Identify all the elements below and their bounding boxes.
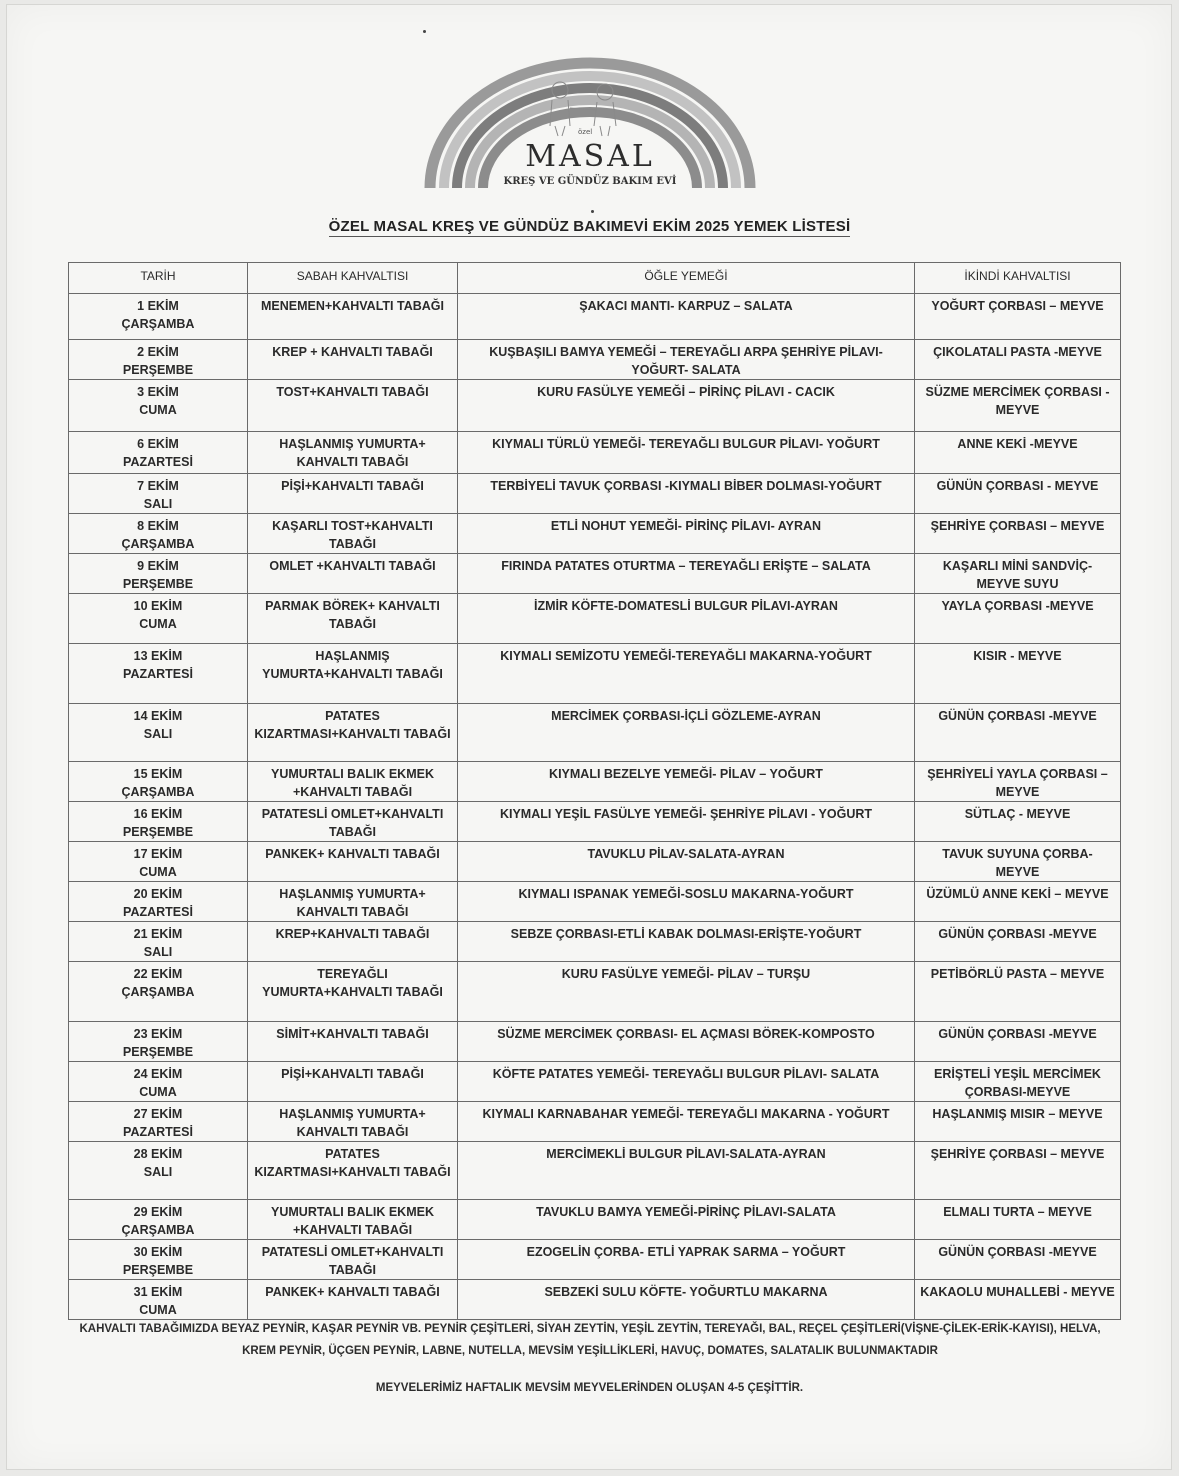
lunch-cell: KÖFTE PATATES YEMEĞİ- TEREYAĞLI BULGUR PİLAVI- SALATA [458, 1062, 915, 1102]
table-row [69, 380, 1121, 432]
table-row [69, 294, 1121, 340]
breakfast-cell: PANKEK+ KAHVALTI TABAĞI [248, 1280, 458, 1320]
snack-cell: GÜNÜN ÇORBASI -MEYVE [915, 922, 1121, 962]
date-cell [69, 962, 248, 1022]
date-cell [69, 1062, 248, 1102]
date-weekday: CUMA [139, 1085, 177, 1099]
date-weekday: PERŞEMBE [122, 1045, 194, 1059]
fruit-note: MEYVELERİMİZ HAFTALIK MEVSİM MEYVELERİNDEN OLUŞAN 4-5 ÇEŞİTTİR. [375, 1382, 804, 1394]
breakfast-cell: HAŞLANMIŞ YUMURTA+ KAHVALTI TABAĞI [248, 882, 458, 922]
date-weekday: SALI [143, 727, 173, 741]
date-cell [69, 802, 248, 842]
date-day: 29 EKİM [133, 1205, 183, 1219]
date-weekday: CUMA [139, 403, 177, 417]
breakfast-cell: PARMAK BÖREK+ KAHVALTI TABAĞI [248, 594, 458, 644]
date-day: 17 EKİM [133, 847, 183, 861]
meal-table [68, 262, 1121, 1320]
table-row [69, 842, 1121, 882]
date-weekday: ÇARŞAMBA [121, 785, 195, 799]
date-day: 28 EKİM [133, 1147, 183, 1161]
date-day: 24 EKİM [133, 1067, 183, 1081]
snack-cell: GÜNÜN ÇORBASI -MEYVE [915, 1240, 1121, 1280]
date-cell [69, 380, 248, 432]
date-cell [69, 474, 248, 514]
breakfast-cell: PANKEK+ KAHVALTI TABAĞI [248, 842, 458, 882]
lunch-cell: FIRINDA PATATES OTURTMA – TEREYAĞLI ERİŞTE – SALATA [458, 554, 915, 594]
table-row [69, 1280, 1121, 1320]
lunch-cell: KIYMALI BEZELYE YEMEĞİ- PİLAV – YOĞURT [458, 762, 915, 802]
table-row [69, 514, 1121, 554]
breakfast-cell: PATATESLİ OMLET+KAHVALTI TABAĞI [248, 1240, 458, 1280]
breakfast-cell: KAŞARLI TOST+KAHVALTI TABAĞI [248, 514, 458, 554]
date-cell [69, 514, 248, 554]
snack-cell: GÜNÜN ÇORBASI -MEYVE [915, 1022, 1121, 1062]
date-day: 6 EKİM [137, 437, 179, 451]
speck [423, 30, 426, 33]
date-weekday: SALI [143, 497, 173, 511]
date-weekday: ÇARŞAMBA [121, 537, 195, 551]
table-row [69, 340, 1121, 380]
lunch-cell: KIYMALI TÜRLÜ YEMEĞİ- TEREYAĞLI BULGUR PİLAVI- YOĞURT [458, 432, 915, 474]
breakfast-cell: YUMURTALI BALIK EKMEK +KAHVALTI TABAĞI [248, 762, 458, 802]
breakfast-cell: KREP + KAHVALTI TABAĞI [248, 340, 458, 380]
breakfast-note: KAHVALTI TABAĞIMIZDA BEYAZ PEYNİR, KAŞAR PEYNİR VB. PEYNİR ÇEŞİTLERİ, SİYAH ZEYTİN, YEŞİL ZEYTİN, TEREYAĞI, BAL, REÇEL ÇEŞİTLERİ(VİŞNE-ÇİLEK-ERİK-KAYISI), HELVA, KREM PEYNİR, ÜÇGEN PEYNİR, LABNE, NUTELLA, MEVSİM YEŞİLLİKLERİ, HAVUÇ, DOMATES, SALATALIK BULUNMAKTADIR [79, 1323, 1101, 1357]
table-row [69, 1022, 1121, 1062]
header-date: TARİH [69, 263, 248, 294]
snack-cell: TAVUK SUYUNA ÇORBA- MEYVE [915, 842, 1121, 882]
breakfast-cell: YUMURTALI BALIK EKMEK +KAHVALTI TABAĞI [248, 1200, 458, 1240]
logo-ozel: özel [578, 128, 593, 136]
lunch-cell: KURU FASÜLYE YEMEĞİ – PİRİNÇ PİLAVI - CACIK [458, 380, 915, 432]
lunch-cell: TAVUKLU BAMYA YEMEĞİ-PİRİNÇ PİLAVI-SALATA [458, 1200, 915, 1240]
lunch-cell: SEBZEKİ SULU KÖFTE- YOĞURTLU MAKARNA [458, 1280, 915, 1320]
lunch-cell: MERCİMEKLİ BULGUR PİLAVI-SALATA-AYRAN [458, 1142, 915, 1200]
breakfast-cell: SİMİT+KAHVALTI TABAĞI [248, 1022, 458, 1062]
table-row [69, 644, 1121, 704]
breakfast-cell: PATATES KIZARTMASI+KAHVALTI TABAĞI [248, 704, 458, 762]
date-cell [69, 1022, 248, 1062]
table-row [69, 554, 1121, 594]
breakfast-cell: TOST+KAHVALTI TABAĞI [248, 380, 458, 432]
header-lunch: ÖĞLE YEMEĞİ [458, 263, 915, 294]
date-cell [69, 1102, 248, 1142]
date-weekday: PAZARTESİ [123, 455, 193, 469]
date-cell [69, 432, 248, 474]
date-cell [69, 1200, 248, 1240]
breakfast-cell: KREP+KAHVALTI TABAĞI [248, 922, 458, 962]
date-cell [69, 554, 248, 594]
snack-cell: ÜZÜMLÜ ANNE KEKİ – MEYVE [915, 882, 1121, 922]
snack-cell: ŞEHRİYE ÇORBASI – MEYVE [915, 514, 1121, 554]
header-snack: İKİNDİ KAHVALTISI [915, 263, 1121, 294]
snack-cell: GÜNÜN ÇORBASI - MEYVE [915, 474, 1121, 514]
lunch-cell: TAVUKLU PİLAV-SALATA-AYRAN [458, 842, 915, 882]
date-day: 10 EKİM [133, 599, 183, 613]
date-cell [69, 294, 248, 340]
lunch-cell: KURU FASÜLYE YEMEĞİ- PİLAV – TURŞU [458, 962, 915, 1022]
date-cell [69, 842, 248, 882]
date-day: 15 EKİM [133, 767, 183, 781]
title-text: ÖZEL MASAL KREŞ VE GÜNDÜZ BAKIMEVİ EKİM 2025 YEMEK LİSTESİ [328, 218, 851, 235]
breakfast-cell: TEREYAĞLI YUMURTA+KAHVALTI TABAĞI [248, 962, 458, 1022]
table-row [69, 922, 1121, 962]
date-day: 22 EKİM [133, 967, 183, 981]
date-day: 16 EKİM [133, 807, 183, 821]
date-weekday: ÇARŞAMBA [121, 985, 195, 999]
snack-cell: ŞEHRİYE ÇORBASI – MEYVE [915, 1142, 1121, 1200]
date-day: 7 EKİM [137, 479, 179, 493]
lunch-cell: KIYMALI ISPANAK YEMEĞİ-SOSLU MAKARNA-YOĞURT [458, 882, 915, 922]
lunch-cell: KIYMALI SEMİZOTU YEMEĞİ-TEREYAĞLI MAKARNA-YOĞURT [458, 644, 915, 704]
table-row [69, 802, 1121, 842]
table-row [69, 1062, 1121, 1102]
date-cell [69, 1240, 248, 1280]
snack-cell: YOĞURT ÇORBASI – MEYVE [915, 294, 1121, 340]
date-weekday: PAZARTESİ [123, 1125, 193, 1139]
lunch-cell: KIYMALI KARNABAHAR YEMEĞİ- TEREYAĞLI MAKARNA - YOĞURT [458, 1102, 915, 1142]
lunch-cell: İZMİR KÖFTE-DOMATESLİ BULGUR PİLAVI-AYRAN [458, 594, 915, 644]
lunch-cell: TERBİYELİ TAVUK ÇORBASI -KIYMALI BİBER DOLMASI-YOĞURT [458, 474, 915, 514]
snack-cell: GÜNÜN ÇORBASI -MEYVE [915, 704, 1121, 762]
table-row [69, 962, 1121, 1022]
date-weekday: SALI [143, 945, 173, 959]
breakfast-cell: MENEMEN+KAHVALTI TABAĞI [248, 294, 458, 340]
snack-cell: SÜTLAÇ - MEYVE [915, 802, 1121, 842]
date-cell [69, 704, 248, 762]
table-row [69, 704, 1121, 762]
snack-cell: YAYLA ÇORBASI -MEYVE [915, 594, 1121, 644]
date-day: 31 EKİM [133, 1285, 183, 1299]
table-header-row [69, 263, 1121, 294]
date-day: 23 EKİM [133, 1027, 183, 1041]
snack-cell: KAŞARLI MİNİ SANDVİÇ- MEYVE SUYU [915, 554, 1121, 594]
breakfast-cell: HAŞLANMIŞ YUMURTA+ KAHVALTI TABAĞI [248, 1102, 458, 1142]
snack-cell: ANNE KEKİ -MEYVE [915, 432, 1121, 474]
date-day: 2 EKİM [137, 345, 179, 359]
table-row [69, 1240, 1121, 1280]
date-day: 13 EKİM [133, 649, 183, 663]
breakfast-cell: HAŞLANMIŞ YUMURTA+ KAHVALTI TABAĞI [248, 432, 458, 474]
date-weekday: ÇARŞAMBA [121, 1223, 195, 1237]
date-weekday: PERŞEMBE [122, 825, 194, 839]
table-row [69, 1102, 1121, 1142]
lunch-cell: SÜZME MERCİMEK ÇORBASI- EL AÇMASI BÖREK-KOMPOSTO [458, 1022, 915, 1062]
date-day: 8 EKİM [137, 519, 179, 533]
date-weekday: CUMA [139, 617, 177, 631]
table-row [69, 474, 1121, 514]
date-day: 14 EKİM [133, 709, 183, 723]
breakfast-cell: PATATES KIZARTMASI+KAHVALTI TABAĞI [248, 1142, 458, 1200]
table-row [69, 1142, 1121, 1200]
table-body [69, 294, 1121, 1320]
date-weekday: PERŞEMBE [122, 577, 194, 591]
masal-rainbow-logo [410, 48, 770, 218]
date-day: 20 EKİM [133, 887, 183, 901]
snack-cell: ŞEHRİYELİ YAYLA ÇORBASI – MEYVE [915, 762, 1121, 802]
date-weekday: CUMA [139, 865, 177, 879]
date-day: 27 EKİM [133, 1107, 183, 1121]
snack-cell: ÇIKOLATALI PASTA -MEYVE [915, 340, 1121, 380]
table-row [69, 1200, 1121, 1240]
lunch-cell: ETLİ NOHUT YEMEĞİ- PİRİNÇ PİLAVI- AYRAN [458, 514, 915, 554]
date-cell [69, 762, 248, 802]
date-weekday: CUMA [139, 1303, 177, 1317]
lunch-cell: KIYMALI YEŞİL FASÜLYE YEMEĞİ- ŞEHRİYE PİLAVI - YOĞURT [458, 802, 915, 842]
snack-cell: ELMALI TURTA – MEYVE [915, 1200, 1121, 1240]
date-cell [69, 1142, 248, 1200]
date-cell [69, 644, 248, 704]
table-row [69, 432, 1121, 474]
date-weekday: PERŞEMBE [122, 363, 194, 377]
header-breakfast: SABAH KAHVALTISI [248, 263, 458, 294]
breakfast-cell: PİŞİ+KAHVALTI TABAĞI [248, 474, 458, 514]
snack-cell: SÜZME MERCİMEK ÇORBASI -MEYVE [915, 380, 1121, 432]
table-row [69, 594, 1121, 644]
lunch-cell: MERCİMEK ÇORBASI-İÇLİ GÖZLEME-AYRAN [458, 704, 915, 762]
date-day: 30 EKİM [133, 1245, 183, 1259]
document-title [0, 218, 1179, 235]
date-weekday: SALI [143, 1165, 173, 1179]
date-day: 1 EKİM [137, 299, 179, 313]
lunch-cell: EZOGELİN ÇORBA- ETLİ YAPRAK SARMA – YOĞURT [458, 1240, 915, 1280]
date-cell [69, 340, 248, 380]
date-day: 21 EKİM [133, 927, 183, 941]
table-row [69, 882, 1121, 922]
breakfast-cell: OMLET +KAHVALTI TABAĞI [248, 554, 458, 594]
date-cell [69, 882, 248, 922]
table-row [69, 762, 1121, 802]
logo-brand: MASAL [525, 139, 655, 174]
snack-cell: PETİBÖRLÜ PASTA – MEYVE [915, 962, 1121, 1022]
date-weekday: PAZARTESİ [123, 905, 193, 919]
snack-cell: KAKAOLU MUHALLEBİ - MEYVE [915, 1280, 1121, 1320]
date-cell [69, 594, 248, 644]
date-cell [69, 922, 248, 962]
breakfast-cell: PATATESLİ OMLET+KAHVALTI TABAĞI [248, 802, 458, 842]
logo-subtitle: KREŞ VE GÜNDÜZ BAKIM EVİ [503, 176, 677, 187]
breakfast-cell: HAŞLANMIŞ YUMURTA+KAHVALTI TABAĞI [248, 644, 458, 704]
snack-cell: KISIR - MEYVE [915, 644, 1121, 704]
date-cell [69, 1280, 248, 1320]
snack-cell: HAŞLANMIŞ MISIR – MEYVE [915, 1102, 1121, 1142]
snack-cell: ERİŞTELİ YEŞİL MERCİMEK ÇORBASI-MEYVE [915, 1062, 1121, 1102]
date-day: 3 EKİM [137, 385, 179, 399]
lunch-cell: SEBZE ÇORBASI-ETLİ KABAK DOLMASI-ERİŞTE-YOĞURT [458, 922, 915, 962]
date-weekday: PAZARTESİ [123, 667, 193, 681]
date-weekday: PERŞEMBE [122, 1263, 194, 1277]
date-day: 9 EKİM [137, 559, 179, 573]
date-weekday: ÇARŞAMBA [121, 317, 195, 331]
lunch-cell: ŞAKACI MANTI- KARPUZ – SALATA [458, 294, 915, 340]
lunch-cell: KUŞBAŞILI BAMYA YEMEĞİ – TEREYAĞLI ARPA ŞEHRİYE PİLAVI- YOĞURT- SALATA [458, 340, 915, 380]
breakfast-cell: PİŞİ+KAHVALTI TABAĞI [248, 1062, 458, 1102]
